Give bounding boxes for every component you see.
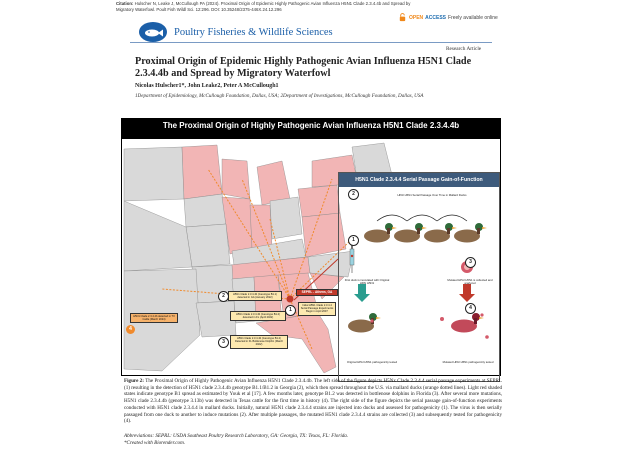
serial-passage-label: HPAI H5N1 Serial Passage Over Time in Mallard Ducks [397, 193, 467, 197]
gof-step-3: 3 [465, 257, 476, 268]
open-access-badge [398, 13, 498, 22]
access-label: ACCESS [425, 14, 447, 21]
figure-panel [122, 139, 500, 375]
article-type: Research Article [446, 46, 482, 52]
callout-texas-cattle: H5N1 Clade 2.3.4.4b detected in TX Cattle (March 2024) [130, 313, 178, 323]
map-step-4: 4 [126, 325, 135, 334]
state-pennsylvania [298, 185, 340, 217]
open-label: OPEN [409, 14, 424, 21]
step3-label: Mutated HPAI H5N1 is collected and analyzed [447, 278, 493, 286]
article-authors: Nicolas Hulscher1*, John Leake2, Peter A McCullough1 [135, 83, 279, 89]
state-ohio [270, 197, 302, 239]
article-title: Proximal Origin of Epidemic Highly Pathogenic Avian Influenza H5N1 Clade 2.3.4.4b and Spread by Migratory Waterfowl [135, 56, 472, 79]
callout-serial-passage: Initial H5N1 Clade 2.3.4.4 Serial Passage Experiments Begin in April 2007 [298, 302, 336, 316]
gof-step-2: 2 [348, 189, 359, 200]
callout-detect-ga: H5N1 Clade 2.3.4.4b (Genotype B1.1) detected in GA (January 2022) [228, 291, 282, 301]
callout-dolphin: H5N1 Clade 2.3.4.4b (Genotype B1.2) Detected in FL Bottlenose Dolphin (March 2022) [230, 335, 288, 349]
figure-title: The Proximal Origin of Highly Pathogenic Avian Influenza H5N1 Clade 2.3.4.4b [162, 121, 460, 130]
original-tested-label: Original HPAI H5N1 pathogenicity tested [346, 360, 398, 364]
article-affiliations: 1Department of Epidemiology, McCullough Foundation, Dallas, USA; 2Department of Investigations, McCullough Foundation, Dallas, USA [135, 93, 424, 99]
callout-b12-fl: H5N1 Clade 2.3.4.4b (Genotype B1.2) detected in FL (April 2022) [230, 311, 286, 321]
seprl-label: SEPRL - Athens, GA [296, 289, 338, 296]
caption-label: Figure 2: [124, 378, 144, 384]
journal-name: Poultry Fisheries & Wildlife Sciences [174, 26, 333, 38]
figure-2 [121, 118, 501, 376]
journal-header [138, 21, 333, 43]
open-lock-icon [398, 13, 407, 22]
caption-footnotes [124, 433, 502, 446]
step1-label: First duck is inoculated with Original HPAI H5N1 [344, 278, 390, 286]
seprl-marker [287, 296, 294, 303]
state-missouri [186, 224, 230, 267]
map-step-2: 2 [218, 291, 229, 302]
caption-abbreviations: Abbreviations: SEPRL: USDA Southeast Poultry Research Laboratory, GA: Georgia, TX: Texas, FL: Florida. [124, 433, 349, 439]
gain-of-function-panel [338, 172, 500, 382]
header-divider [130, 42, 492, 43]
gof-panel-title: H5N1 Clade 2.3.4.4 Serial Passage Gain-of-Function [339, 173, 499, 187]
state-wisconsin [222, 159, 250, 199]
state-iowa [184, 194, 226, 227]
map-step-3: 3 [218, 337, 229, 348]
freely-available-label: Freely available online [448, 14, 498, 21]
state-northern-plains [124, 147, 184, 201]
figure-caption [124, 378, 502, 425]
citation-text: Hulscher N, Leake J, McCullough PA (2024). Proximal Origin of Epidemic Highly Pathogenic Avian Influenza H5N1 Clade 2.3.4.4b and Spread by Migratory Waterfowl. Poult Fish Wildl Sci. 12:296. DOI: 10.35248/2375-446X.24.12.296 [116, 1, 411, 12]
caption-created-with: *Created with Biorender.com. [124, 439, 186, 446]
journal-logo-icon [138, 21, 168, 43]
caption-text: The Proximal Origin of Highly Pathogenic Avian Influenza H5N1 Clade 2.3.4.4b. The left side of the figure depicts H5Nx Clade 2.3.4.4 serial passage experiments at SEPRL (1) resulting in the detection of H5N1 clade 2.3.4.4b genotype B1.1/B1.2 in Georgia (2), which then spread throughout the U.S. via mallard ducks (orange dotted lines). Light red shaded states indicate genotype B1 spread as estimated by Youk et al [17]. A few months later, genotype B1.2 was detected in bottlenose dolphins in Florida (3). After several more mutations, H5N1 clade 2.3.4.4b (genotype 3.13b) was detected in Texas cattle for the first time in history (4). The right side of the figure depicts the serial passage gain-of-function experiments conducted with H5N1 clade 2.3.4.4 in mallard ducks. Initially, natural H5N1 clade 2.3.4.4 strains are injected into ducks and assessed for pathogenicity (1). The virus is then serially passaged from one duck to another to induce mutations (2). After multiple passages, the mutated H5N1 clade 2.3.4.4 strains are collected (3) and subsequently tested for pathogenicity (4). [124, 378, 502, 425]
map-step-1: 1 [285, 305, 296, 316]
gof-step-4: 4 [465, 303, 476, 314]
state-minnesota [182, 145, 222, 199]
gof-step-1: 1 [348, 235, 359, 246]
citation-label: Citation: [116, 1, 134, 6]
citation [116, 1, 416, 12]
mutated-tested-label: Mutated HPAI H5N1 pathogenicity tested [442, 360, 494, 364]
